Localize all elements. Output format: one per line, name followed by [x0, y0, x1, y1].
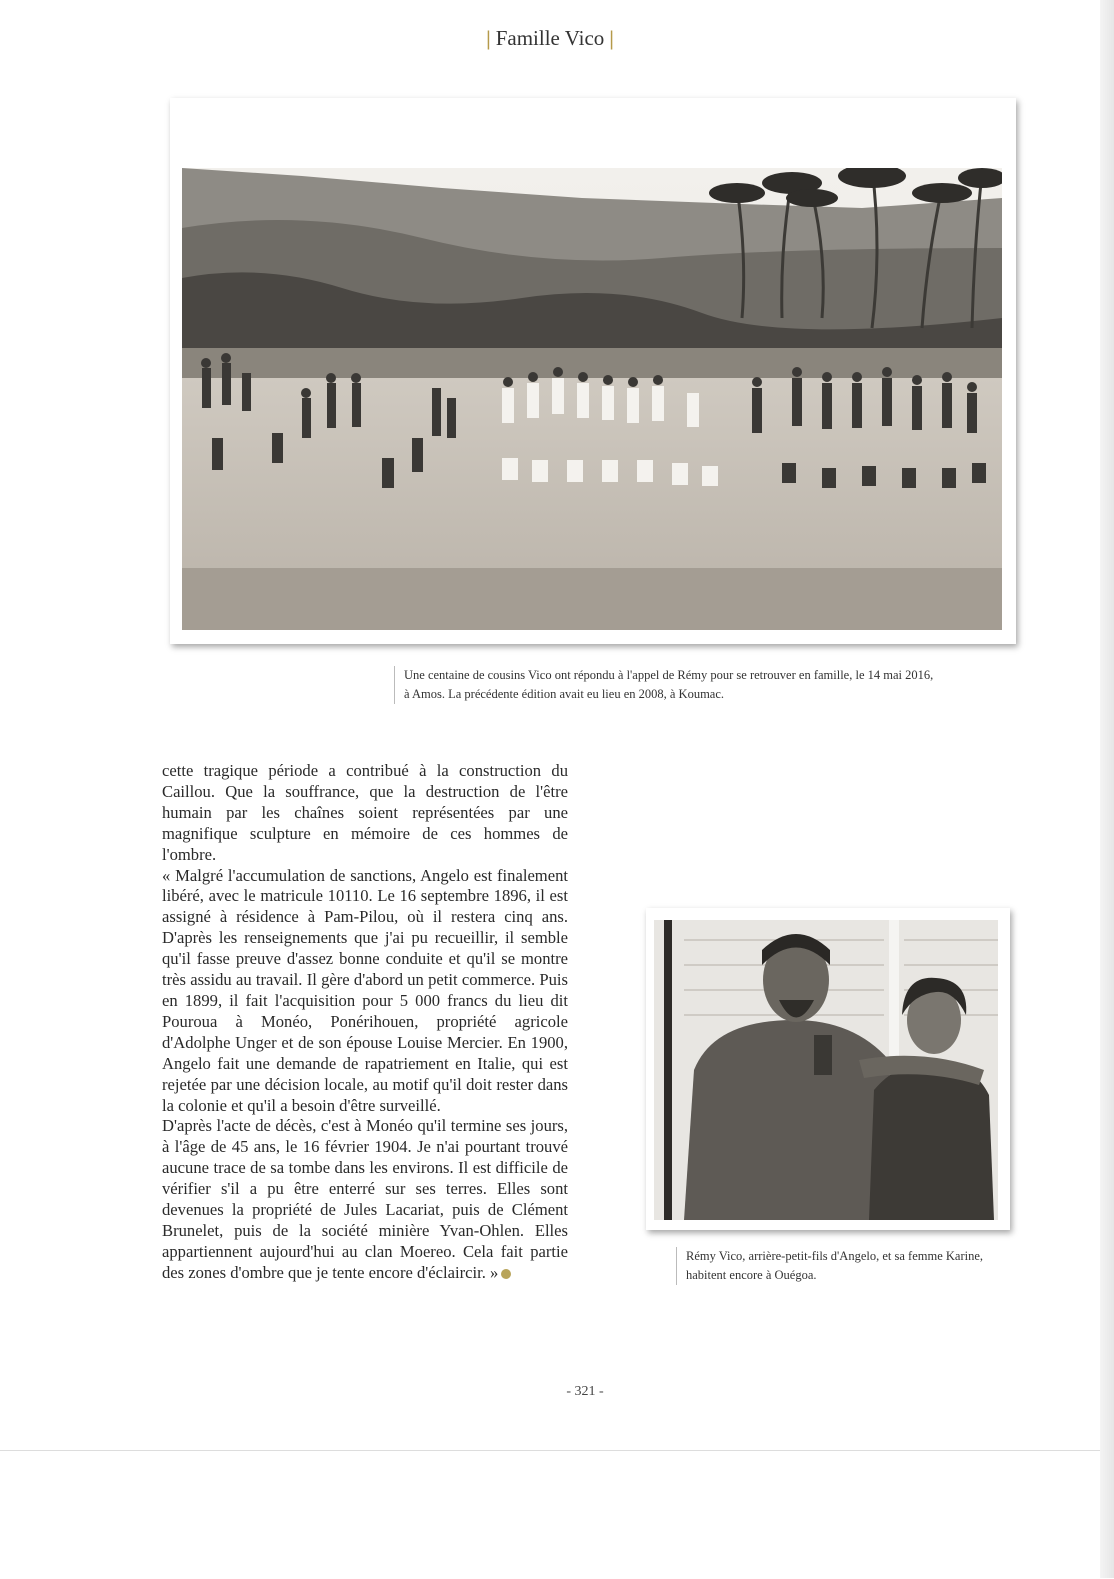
caption-line: habitent encore à Ouégoa.: [686, 1268, 817, 1282]
couple-portrait-photo: [654, 920, 998, 1220]
header-title: Famille Vico: [495, 26, 605, 50]
header-bar-left: |: [486, 26, 491, 50]
caption-line: Rémy Vico, arrière-petit-fils d'Angelo, et sa femme Karine,: [686, 1249, 983, 1263]
running-header: [0, 26, 1100, 51]
sunglasses-on-shirt: [814, 1035, 832, 1075]
article-body: [162, 761, 568, 1284]
page-edge-shadow: [1100, 0, 1114, 1578]
family-reunion-photo: [182, 168, 1002, 630]
paragraph: « Malgré l'accumulation de sanctions, Angelo est finalement libéré, avec le matricule 10110. Le 16 septembre 1896, il est assigné à résidence à Pam-Pilou, où il restera cinq ans. D'après les renseignements que j'ai pu recueillir, il semble qu'il fasse preuve d'assez bonne conduite et qu'il se montre très assidu au travail. Il gère d'abord un petit commerce. Puis en 1899, il fait l'acquisition pour 5 000 francs du lieu dit Pouroua à Monéo, Ponérihouen, propriété agricole d'Adolphe Unger et de son épouse Louise Mercier. En 1900, Angelo fait une demande de rapatriement en Italie, qui est rejetée par une décision locale, au motif qu'il doit rester dans la colonie et qu'il a besoin d'être surveillé.: [162, 865, 568, 1115]
end-of-article-bullet-icon: [501, 1269, 511, 1279]
man-shirt: [684, 1020, 894, 1220]
photo-caption-couple: [676, 1247, 1026, 1285]
page-bottom-margin: [0, 1450, 1100, 1579]
photo-caption-family-reunion: [394, 666, 1044, 704]
caption-line: à Amos. La précédente édition avait eu lieu en 2008, à Koumac.: [404, 687, 725, 701]
paragraph-text: D'après l'acte de décès, c'est à Monéo qu'il termine ses jours, à l'âge de 45 ans, le 16 février 1904. Je n'ai pourtant trouvé aucune trace de sa tombe dans les environs. Il est difficile de vérifier s'il a pu être enterré sur ses terres. Elles sont devenues la propriété de Jules Lacariat, puis de Clément Brunelet, puis de la société minière Yvan-Ohlen. Elles appartiennent aujourd'hui au clan Moereo. Cela fait partie des zones d'ombre que je tente encore d'éclaircir. »: [162, 1116, 568, 1282]
woman-blouse: [869, 1060, 994, 1220]
paragraph: cette tragique période a contribué à la construction du Caillou. Que la souffrance, que la destruction de l'être humain par les chaînes soient représentées par une magnifique sculpture en mémoire de ces hommes de l'ombre.: [162, 761, 568, 864]
family-reunion-photo-frame: [170, 98, 1016, 644]
couple-portrait-frame: [646, 908, 1010, 1230]
page-number: - 321 -: [566, 1384, 604, 1399]
paragraph: [162, 1116, 568, 1283]
caption-line: Une centaine de cousins Vico ont répondu à l'appel de Rémy pour se retrouver en famille, le 14 mai 2016,: [404, 668, 934, 682]
header-bar-right: |: [609, 26, 614, 50]
